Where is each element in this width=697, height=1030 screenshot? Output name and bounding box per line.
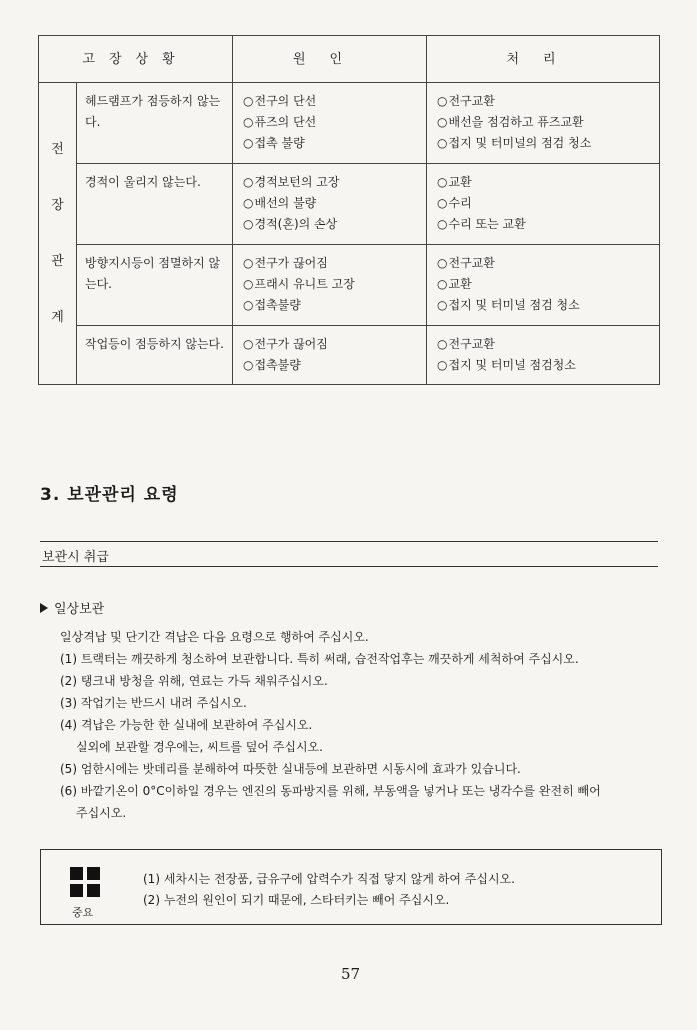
triangle-bullet-icon (40, 603, 48, 613)
remedy-item: ○ 교환 (437, 172, 655, 193)
remedy-item: ○ 전구교환 (437, 253, 655, 274)
cause-cell (233, 326, 427, 385)
note-list (143, 869, 515, 911)
note-label: 중요 (72, 906, 94, 919)
remedy-cell (427, 326, 660, 385)
cause-item: ○ 접촉불량 (243, 355, 422, 376)
cause-item: ○ 배선의 불량 (243, 193, 422, 214)
note-item: (1) 세차시는 전장품, 급유구에 압력수가 직접 닿지 않게 하여 주십시오. (143, 872, 515, 886)
symptom-cell: 경적이 울리지 않는다. (77, 164, 233, 245)
table-row (39, 83, 660, 164)
header-cause: 원인 (233, 36, 427, 83)
subheading-bar (40, 541, 658, 567)
remedy-cell (427, 164, 660, 245)
important-note-box (40, 849, 662, 925)
important-cross-icon (70, 867, 100, 897)
subheading: 보관시 취급 (42, 550, 109, 565)
remedy-cell (427, 83, 660, 164)
cause-item: ○ 접촉 불량 (243, 133, 422, 154)
table-header-row (39, 36, 660, 83)
page-number: 57 (341, 965, 361, 983)
remedy-item: ○ 배선을 점검하고 퓨즈교환 (437, 112, 655, 133)
cause-item: ○ 접촉불량 (243, 295, 422, 316)
table-row (39, 164, 660, 245)
list-item: (2) 탱크내 방청을 위해, 연료는 가득 채워주십시오. (60, 674, 328, 688)
symptom-cell: 헤드램프가 점등하지 않는다. (77, 83, 233, 164)
cause-cell (233, 164, 427, 245)
section-title: 3. 보관관리 요령 (40, 485, 179, 505)
list-item: (4) 격납은 가능한 한 실내에 보관하여 주십시오. (60, 718, 313, 732)
cause-item: ○ 퓨즈의 단선 (243, 112, 422, 133)
remedy-cell (427, 245, 660, 326)
symptom-cell: 작업등이 점등하지 않는다. (77, 326, 233, 385)
remedy-item: ○ 전구교환 (437, 334, 655, 355)
remedy-item: ○ 전구교환 (437, 91, 655, 112)
remedy-item: ○ 수리 (437, 193, 655, 214)
cause-cell (233, 83, 427, 164)
daily-storage-heading: 일상보관 (40, 598, 104, 617)
list-item: 주십시오. (76, 806, 127, 820)
cause-item: ○ 경적보턴의 고장 (243, 172, 422, 193)
storage-instructions (60, 626, 660, 824)
list-item: (5) 엄한시에는 밧데리를 분해하여 따뜻한 실내등에 보관하면 시동시에 효과가 있습니다. (60, 762, 521, 776)
header-symptom: 고장상황 (39, 36, 233, 83)
remedy-item: ○ 수리 또는 교환 (437, 214, 655, 235)
remedy-item: ○ 접지 및 터미널의 점검 청소 (437, 133, 655, 154)
cause-item: ○ 전구의 단선 (243, 91, 422, 112)
list-item: (3) 작업기는 반드시 내려 주십시오. (60, 696, 247, 710)
cause-item: ○ 전구가 끊어짐 (243, 253, 422, 274)
remedy-item: ○ 교환 (437, 274, 655, 295)
cause-cell (233, 245, 427, 326)
intro-text: 일상격납 및 단기간 격납은 다음 요령으로 행하여 주십시오. (60, 630, 369, 644)
list-item: 실외에 보관할 경우에는, 씨트를 덮어 주십시오. (76, 740, 323, 754)
symptom-cell: 방향지시등이 점멸하지 않는다. (77, 245, 233, 326)
cause-item: ○ 프래시 유니트 고장 (243, 274, 422, 295)
group-label-electrical: 전 장 관 계 (39, 83, 77, 385)
remedy-item: ○ 접지 및 터미널 점검 청소 (437, 295, 655, 316)
list-item: (6) 바깥기온이 0°C이하일 경우는 엔진의 동파방지를 위해, 부동액을 넣거나 또는 냉각수를 완전히 빼어 (60, 784, 601, 798)
table-row (39, 326, 660, 385)
list-item: (1) 트랙터는 깨끗하게 청소하여 보관합니다. 특히 써래, 습전작업후는 깨끗하게 세척하여 주십시오. (60, 652, 579, 666)
cause-item: ○ 전구가 끊어짐 (243, 334, 422, 355)
remedy-item: ○ 접지 및 터미널 점검청소 (437, 355, 655, 376)
note-item: (2) 누전의 원인이 되기 때문에, 스타터키는 빼어 주십시오. (143, 893, 450, 907)
fault-table (38, 35, 660, 385)
table-row (39, 245, 660, 326)
header-remedy: 처리 (427, 36, 660, 83)
cause-item: ○ 경적(혼)의 손상 (243, 214, 422, 235)
